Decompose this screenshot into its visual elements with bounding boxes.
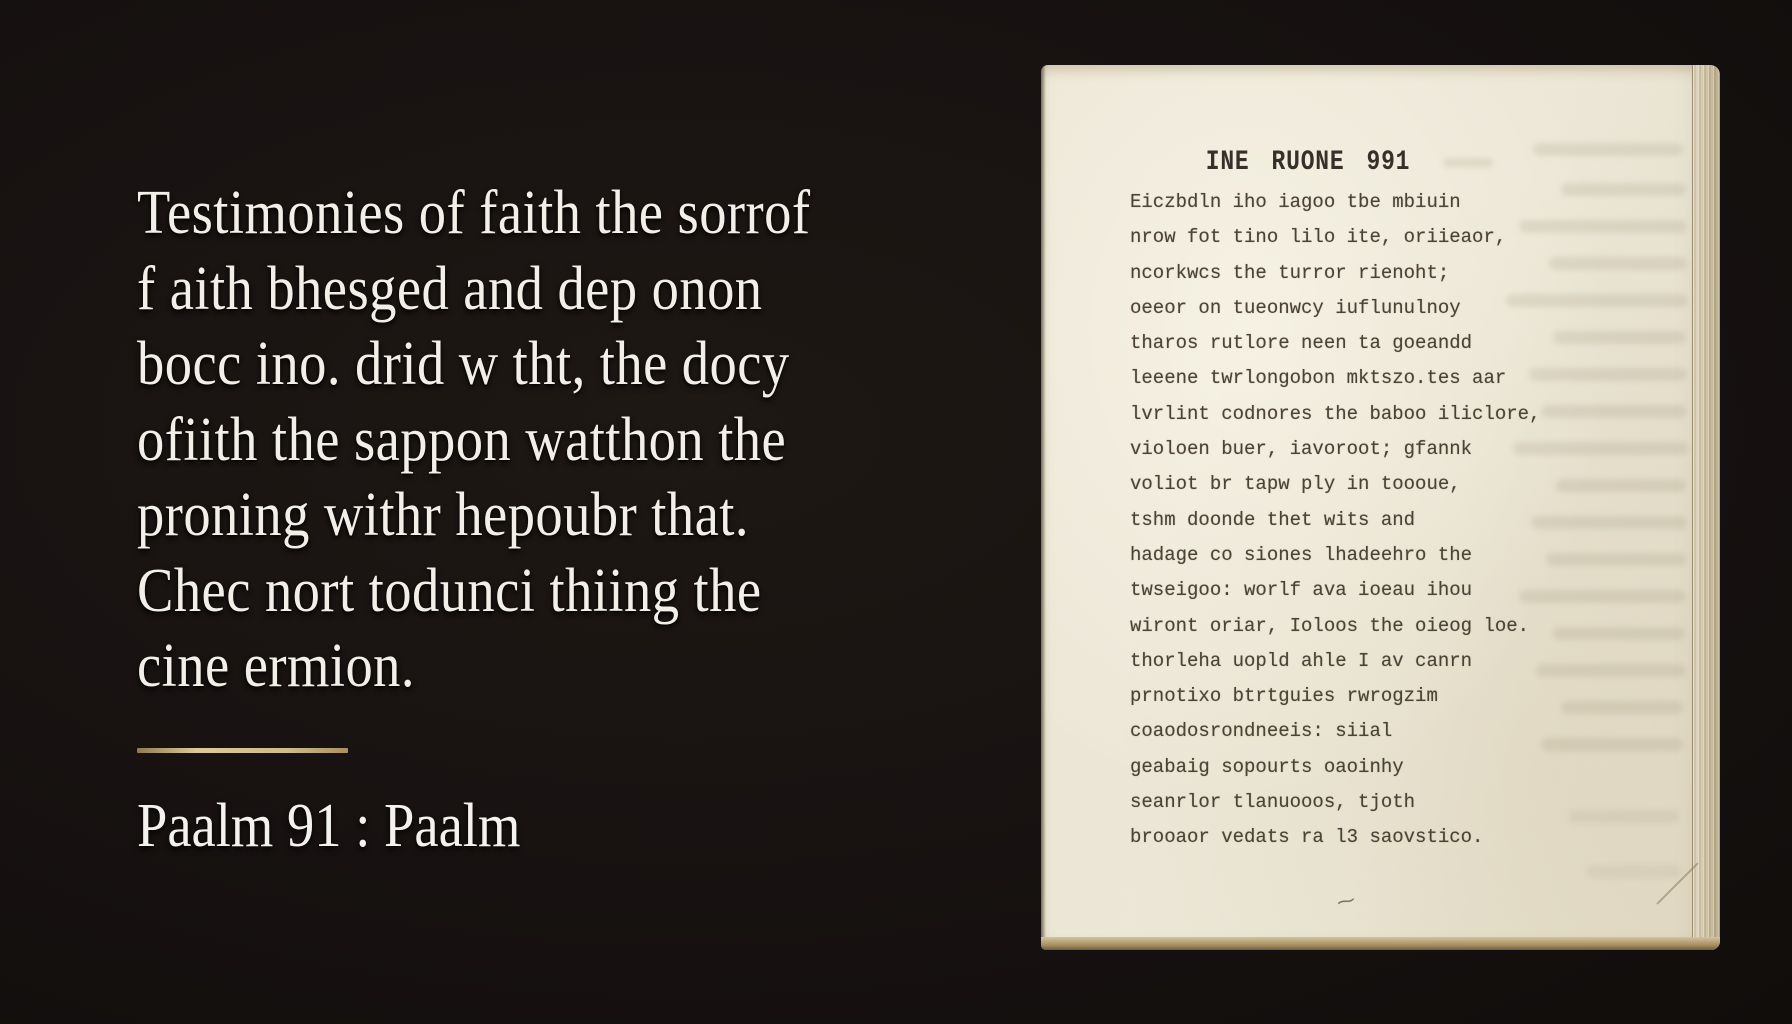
page-body-line: oeeor on tueonwcy iuflunulnoy: [1130, 296, 1461, 319]
page-body-line: twseigoo: worlf ava ioeau ihou: [1130, 579, 1473, 602]
quote-line: cine ermion.: [137, 632, 415, 700]
ghost-text-line: [1533, 143, 1683, 156]
ghost-text-line: [1561, 701, 1683, 714]
book-photo: [1041, 65, 1720, 950]
quote-line: bocc ino. drid w tht, the docy: [137, 330, 790, 398]
page-body-line: tharos rutlore neen ta goeandd: [1130, 332, 1473, 355]
quote-text: [137, 176, 810, 705]
ghost-text-line: [1519, 590, 1686, 603]
page-body-line: violoen buer, iavoroot; gfannk: [1130, 438, 1473, 461]
page-body-line: wiront oriar, Ioloos the oieog loe.: [1130, 614, 1530, 637]
ghost-text-line: [1553, 627, 1685, 640]
page-body-line: coaodosrondneeis: siial: [1130, 720, 1393, 743]
ghost-text-line: [1553, 331, 1686, 344]
page-body-line: geabaig sopourts oaoinhy: [1130, 755, 1404, 778]
quote-line: Chec nort todunci thiing the: [137, 556, 762, 625]
page-body-line: seanrlor tlanuooos, tjoth: [1130, 791, 1416, 814]
quote-line: ofiith the sappon watthon the: [137, 405, 787, 474]
page-body-line: hadage co siones lhadeehro the: [1130, 543, 1473, 566]
book-left-shadow: [1041, 65, 1046, 950]
ghost-text-line: [1536, 664, 1686, 677]
page-body-line: brooaor vedats ra l3 saovstico.: [1130, 826, 1484, 849]
page-fore-edge: [1692, 65, 1720, 950]
page-body-line: ncorkwcs the turror rienoht;: [1130, 261, 1450, 284]
ghost-text-line: [1519, 220, 1687, 233]
divider-rule: [137, 748, 348, 753]
quote-line: f aith bhesged and dep onon: [137, 254, 763, 323]
page-title: INE RUONE 991: [1205, 147, 1411, 178]
quote-line: proning withr hepoubr that.: [137, 481, 749, 549]
ghost-text-line: [1529, 368, 1687, 381]
ghost-text-line: [1541, 405, 1687, 418]
ghost-text-line: [1546, 553, 1686, 566]
verse-reference: Paalm 91 : Paalm: [137, 792, 521, 860]
page-body-line: prnotixo btrtguies rwrogzim: [1130, 685, 1438, 708]
page-body-line: leeene twrlongobon mktszo.tes aar: [1130, 367, 1507, 390]
ghost-text-line: [1541, 738, 1683, 751]
ghost-text-line: [1569, 810, 1679, 823]
ghost-text-line: [1531, 516, 1687, 529]
page-body-line: thorleha uopld ahle I av canrn: [1130, 649, 1473, 672]
page-body-line: Eiczbdln iho iagoo tbe mbiuin: [1130, 191, 1461, 213]
page-body-text: [1130, 185, 1540, 856]
page-body-line: tshm doonde thet wits and: [1130, 508, 1416, 531]
page-body-line: nrow fot tino lilo ite, oriieaor,: [1130, 226, 1507, 249]
ghost-text-line: [1561, 183, 1686, 196]
ghost-text-line: [1586, 865, 1681, 878]
page-body-line: lvrlint codnores the baboo iliclore,: [1130, 402, 1541, 425]
page-bottom-edge: [1041, 937, 1720, 950]
page-body-line: voliot br tapw ply in toooue,: [1130, 473, 1461, 496]
quote-line: Testimonies of faith the sorrof: [137, 179, 811, 247]
ghost-text-line: [1556, 479, 1686, 492]
ghost-text-line: [1549, 257, 1687, 270]
section-end-mark: ⁓: [1335, 889, 1357, 914]
